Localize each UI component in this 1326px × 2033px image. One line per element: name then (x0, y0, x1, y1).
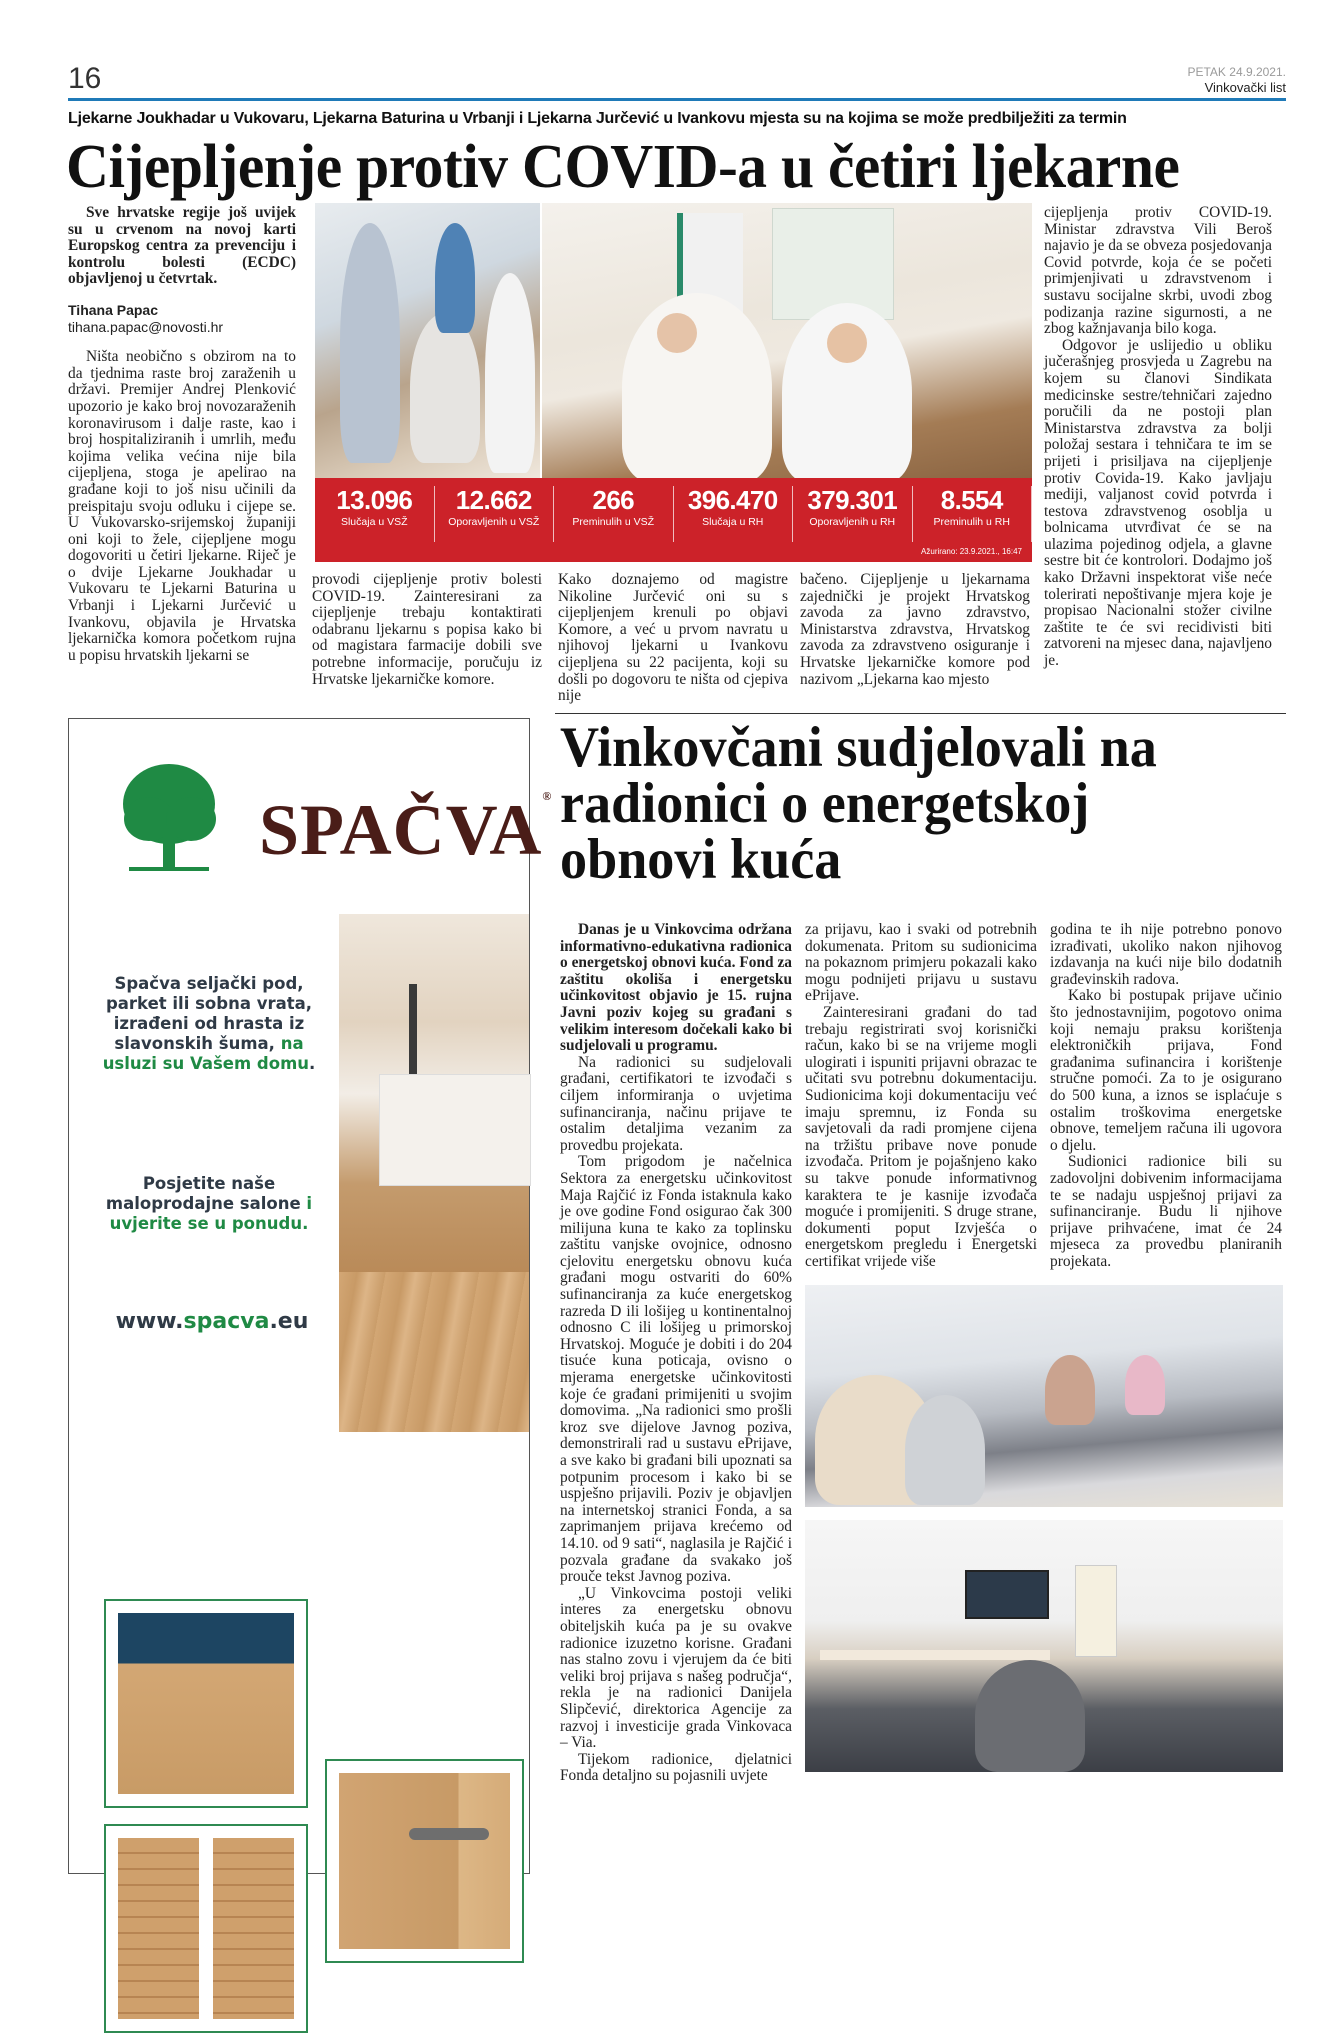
spacva-logo: SPAČVA® (259, 789, 553, 870)
article1-column-1 (68, 205, 296, 664)
author-name: Tihana Papac (68, 301, 159, 318)
article1-column-5: cijepljenja protiv COVID-19. Ministar zdravstva Vili Beroš najavio je da se obveza posjedovanja Covid potvrde, koja će se početi primjenjivati u zdravstvenom i sustavu socijalne skrbi, uvodi zbog podizanja razine sigurnosti, a ne zbog kažnjavanja bilo koga. Odgovor je uslijedio u obliku jučerašnjeg prosvjeda u Zagrebu na kojem su članovi Sindikata medicinske sestre/tehničari zajedno poručili da ne postoji plan Ministarstva zdravstva za bolji položaj sestara i tehničara te im se prijeti i prisiljava na cijepljenje protiv Covida-19. Kako javljaju mediji, valjanost covid potvrda i testova zdravstvenog osoblja u bolnicama utvrđivat će se na ulazima pojedinog odjela, a glavne sestre bit će kontrolori. Dodajmo još kako Državni inspektorat više neće tolerirati nepoštivanje mjera koje je propisao Nacionalni stožer civilne zaštite te će svi recidivisti biti zatvoreni na mjesec dana, najavljeno je. (1044, 204, 1272, 670)
stat-cases-vsz: 13.096 Slučaja u VSŽ (315, 486, 435, 542)
spacva-advertisement[interactable] (68, 718, 553, 1874)
workshop-audience-photo (805, 1285, 1283, 1507)
oak-tree-icon (119, 759, 219, 879)
parquet-floor-image (339, 1272, 529, 1432)
ad-slogan: Spačva seljački pod, parket ili sobna vrata, izrađeni od hrasta iz slavonskih šuma, na usluzi su Vašem domu. (102, 974, 316, 1073)
stat-recovered-rh: 379.301 Oporavljenih u RH (793, 486, 913, 542)
workshop-presentation-photo (805, 1520, 1283, 1772)
article1-column-4: bačeno. Cijepljenje u ljekarnama zajednički je projekt Hrvatskog zavoda za javno zdravstvo, Ministarstva zdravstva, Hrvatskog zavoda za zdravstveno osiguranje i Hrvatske ljekarničke komore pod nazivom „Ljekarna kao mjesto (800, 571, 1030, 688)
article1-kicker: Ljekarne Joukhadar u Vukovaru, Ljekarna Baturina u Vrbanji i Ljekarna Jurčević u Ivankovu mjesta su na kojima se može predbilježiti za termin (68, 110, 1127, 127)
door-handle-icon (409, 1828, 489, 1840)
author-email[interactable]: tihana.papac@novosti.hr (68, 318, 224, 335)
stat-recovered-vsz: 12.662 Oporavljenih u VSŽ (435, 486, 555, 542)
projector-screen (965, 1570, 1049, 1619)
article2-lead: Danas je u Vinkovcima održana informativno-edukativna radionica o energetskoj obnovi kuća. Fond za zaštitu okoliša i energetsku učinkovitost objavio je 15. rujna Javni poziv kojeg su građani s velikim interesom dočekali kako bi sudjelovali u programu. (560, 921, 792, 1055)
section-divider (555, 713, 1286, 714)
door-handle-image-frame (325, 1759, 524, 1963)
doors-image-frame (104, 1824, 308, 2033)
page-number: 16 (68, 62, 102, 95)
article2-column-1: Danas je u Vinkovcima održana informativno-edukativna radionica o energetskoj obnovi kuća. Fond za zaštitu okoliša i energetsku učinkovitost objavio je 15. rujna Javni poziv kojeg su građani s velikim interesom dočekali kako bi sudjelovali u programu. Na radionici su sudjelovali građani, certifikatori te izvođači s ciljem informiranja o uvjetima sufinanciranja, načinu prijave te ostalim detaljima vezanim za provedbu projekata. Tom prigodom je načelnica Sektora za energetsku učinkovitost Maja Rajčić iz Fonda istaknula kako je ove godine Fond osigurao čak 300 milijuna kuna te kako za toplinsku zaštitu vanjske ovojnice, odnosno cjelovitu energetsku obnovu kuća građani mogu ostvariti do 60% sufinanciranja za kuće energetskog razreda D ili lošijeg u kontinentalnoj odnosno C ili lošijeg u primorskoj Hrvatskoj. Moguće je dobiti i do 204 tisuće kuna poticaja, ovisno o mjerama energetske učinkovitosti koje će građani primijeniti u svojim domovima. „Na radionici smo prošli kroz sve dijelove Javnog poziva, demonstrirali rad u sustavu ePrijave, a sve kako bi građani bili upoznati sa potpunim procesom i kako bi se uspješno prijavili. Poziv je objavljen na internetskoj stranici Fonda, a sa zaprimanjem prijava krećemo od 14.10. od 9 sati“, naglasila je Rajčić i pozvala građane da svakako još prouče tekst Javnog poziva. „U Vinkovcima postoji veliki interes za energetsku obnovu obiteljskih kuća pa je su ovakve radionice izuzetno korisne. Građani nas stalno zovu i vjerujem da će biti veliki broj prijava s našeg područja“, rekla je na radionici Danijela Slipčević, direktorica Agencije za razvoj i investicije grada Vinkovaca – Via. Tijekom radionice, djelatnici Fonda detaljno su pojasnili uvjete (560, 921, 792, 1785)
article2-column-3: godina te ih nije potrebno ponovo izrađivati, ukoliko nakon njihovog izdavanja na kući nije bilo dodatnih građevinskih radova. Kako bi postupak prijave učinio što jednostavnijim, pogotovo onima koji nemaju praksu korištenja elektroničkih prijava, Fond građanima sufinancira i korištenje stručne pomoći. Za to je osigurano do 500 kuna, a iznos se isplaćuje s ostalim troškovima energetske obnove, temeljem računa ili ugovora o djelu. Sudionici radionice bili su zadovoljni dobivenim informacijama te se nadaju uspješnoj prijavi za sufinanciranje. Budu li njihove prijave prihvaćene, imat će 24 mjeseca za provedbu planiranih projekata. (1050, 921, 1282, 1270)
ad-visit-text: Posjetite naše maloprodajne salone i uvjerite se u ponudu. (105, 1174, 313, 1233)
dateline (1187, 64, 1286, 96)
interior-room-image (339, 914, 529, 1274)
stat-deceased-vsz: 266 Preminulih u VSŽ (554, 486, 674, 542)
article1-column-3: Kako doznajemo od magistre Nikoline Jurčević oni su s cijepljenjem krenuli po objavi Komore, a već u prvom navratu u njihovoj ljekarni u Ivankovu cijepljena su 22 pacijenta, koji su došli po dogovoru te ništa od cjepiva nije (558, 571, 788, 705)
article1-headline: Cijepljenje protiv COVID-a u četiri ljekarne (66, 133, 1180, 201)
publication-name: Vinkovački list (1204, 80, 1286, 95)
covid-stats-bar (315, 478, 1032, 562)
ad-website-link[interactable]: www.spacva.eu (115, 1309, 309, 1334)
pharmacists-photo (542, 203, 1032, 478)
article2-column-2: za prijavu, kao i svaki od potrebnih dokumenata. Pritom su sudionicima na pokaznom primjeru pokazali kako mogu podnijeti prijavu u sustavu ePrijave. Zainteresirani građani do tad trebaju registrirati svoj korisnički račun, kako bi se na vrijeme mogli ulogirati i ispuniti prijavni obrazac te učitati svu potrebnu dokumentaciju. Sudionicima koji dokumentaciju već imaju spremnu, iz Fonda su savjetovali da radi promjene cijena na tržištu pribave nove ponude izvođača. Pritom je pojašnjeno kako su takve ponude informativnog karaktera te je kasnije izvođača moguće i promijeniti. S druge strane, dokumenti poput Izvješća o energetskom pregledu i Energetski certifikat vrijede više (805, 921, 1037, 1270)
floor-chair-image-frame (104, 1599, 308, 1808)
article1-column-2: provodi cijepljenje protiv bolesti COVID-19. Zainteresirani za cijepljenje trebaju kontaktirati odabranu ljekarnu s popisa kako bi od magistara farmacije dobili sve potrebne informacije, poručuju iz Hrvatske ljekarničke komore. (312, 571, 542, 688)
article1-paragraph: Ništa neobično s obzirom na to da tjednima raste broj zaraženih u državi. Premijer Andrej Plenković upozorio je kako broj novozaraženih koronavirusom i dalje raste, kao i broj hospitaliziranih i umrlih, među kojima velika većina nije bila cijepljena, stoga je apelirao na građane koji to još nisu učinili da preispitaju svoju odluku i cijepe se. U Vukovarsko-srijemskoj županiji oni koji to žele, cijepljene mogu dogovoriti u četiri ljekarne. Riječ je o dvije Ljekarne Joukhadar u Vukovaru te Ljekarni Baturina u Vrbanji i Ljekarni Jurčević u Ivankovu, objavila je Hrvatska ljekarnička komora početkom rujna u popisu hrvatskih ljekarni se (68, 348, 296, 664)
stat-cases-rh: 396.470 Slučaja u RH (674, 486, 794, 542)
header-rule (68, 98, 1286, 101)
vaccination-photo (315, 203, 540, 478)
stats-updated: Ažurirano: 23.9.2021., 16:47 (921, 547, 1022, 556)
issue-date: PETAK 24.9.2021. (1187, 65, 1286, 79)
article1-lead: Sve hrvatske regije još uvijek su u crvenom na novoj karti Europskog centra za prevenciju i kontrolu bolesti (ECDC) objavljenoj u četvrtak. (68, 204, 296, 288)
article2-headline: Vinkovčani sudjelovali na radionici o energetskoj obnovi kuća (560, 716, 1157, 891)
stat-deceased-rh: 8.554 Preminulih u RH (913, 486, 1033, 542)
